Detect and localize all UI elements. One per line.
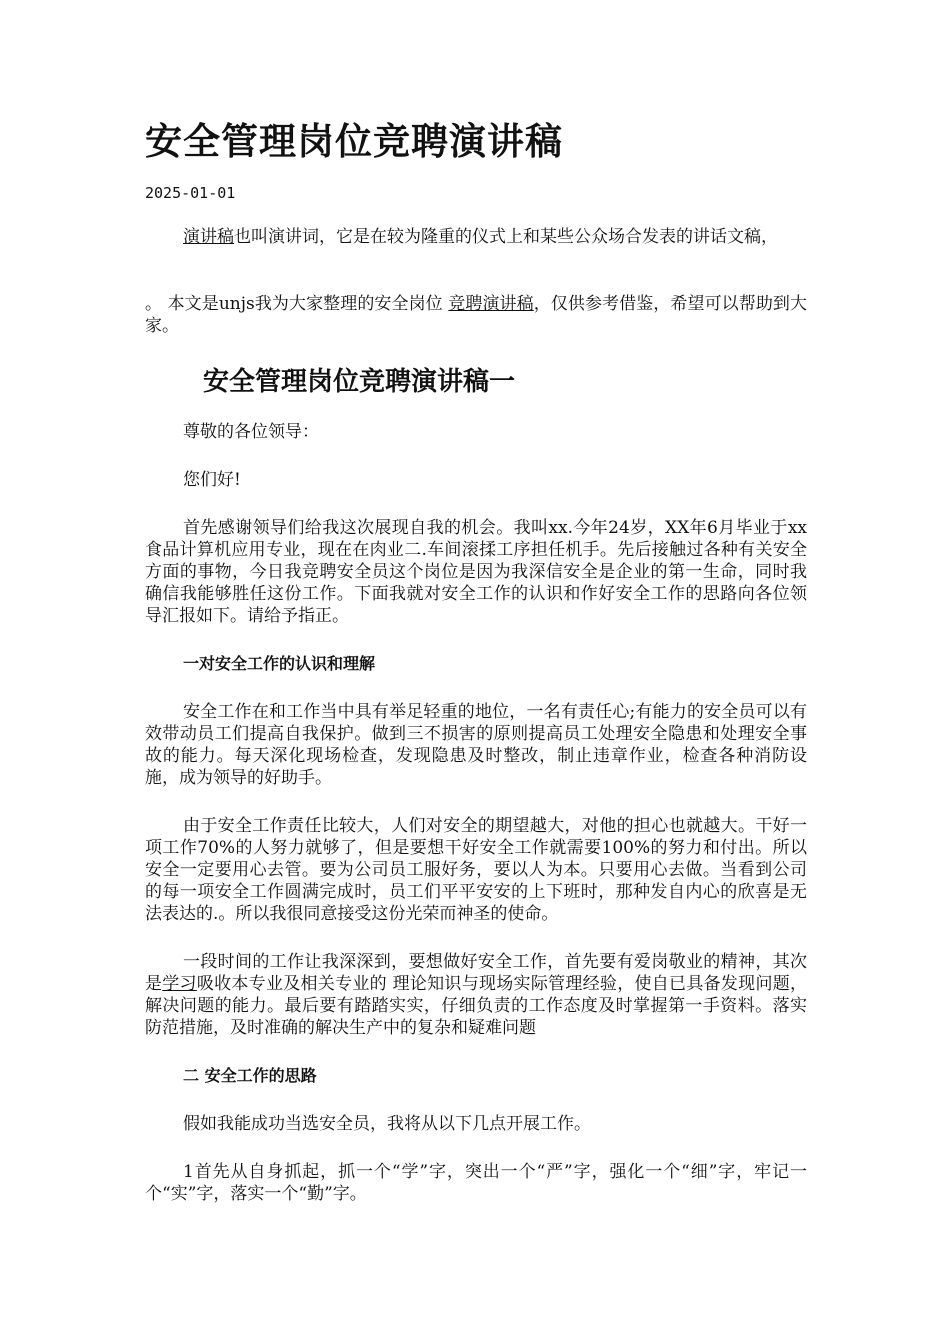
document-title: 安全管理岗位竞聘演讲稿 [145,119,563,163]
speech-draft-link[interactable]: 演讲稿 [183,227,234,247]
study-link[interactable]: 学习 [162,974,197,994]
heading-understanding: 一对安全工作的认识和理解 [183,654,376,673]
intro-text-1: 也叫演讲词，它是在较为隆重的仪式上和某些公众场合发表的讲话文稿， [234,227,778,247]
paragraph-4 [145,951,807,1039]
intro-text-2a: 。 本文是unjs我为大家整理的安全岗位 [145,294,449,314]
publish-date: 2025-01-01 [145,184,236,202]
document-page [145,118,807,1205]
heading-approach: 二 安全工作的思路 [183,1066,317,1085]
competition-speech-link[interactable]: 竞聘演讲稿 [448,294,534,314]
intro-paragraph-1 [145,226,807,248]
salutation: 尊敬的各位领导： [183,422,319,442]
paragraph-5: 假如我能成功当选安全员，我将从以下几点开展工作。 [183,1114,591,1134]
intro-text-2b: ，仅供参考借鉴，希望可以帮助到大家。 [145,294,808,336]
paragraph-4-text-b: 吸收本专业及相关专业的 理论知识与现场实际管理经验，使自已具备发现问题，解决问题的能力。最后要有踏踏实实，仔细负责的工作态度及时掌握第一手资料。落实防范措施，及时准确的解决生产中的复杂和疑难问题 [145,974,808,1038]
paragraph-4-text-a: 一段时间的工作让我深深到，要想做好安全工作，首先要有爱岗敬业的精神，其次是 [145,952,807,994]
greeting: 您们好! [183,470,241,490]
section-title: 安全管理岗位竞聘演讲稿一 [203,367,516,397]
intro-paragraph-2 [145,293,807,337]
paragraph-3: 由于安全工作责任比较大，人们对安全的期望越大，对他的担心也就越大。干好一项工作70%的人努力就够了，但是要想干好安全工作就需要100%的努力和付出。所以安全一定要用心去管。要为公司员工服好务，要以人为本。只要用心去做。当看到公司的每一项安全工作圆满完成时，员工们平平安安的上下班时，那种发自内心的欣喜是无法表达的.。所以我很同意接受这份光荣而神圣的使命。 [145,816,807,924]
paragraph-1: 首先感谢领导们给我这次展现自我的机会。我叫xx.今年24岁，XX年6月毕业于xx食品计算机应用专业，现在在肉业二.车间滚揉工序担任机手。先后接触过各种有关安全方面的事物，今日我竞聘安全员这个岗位是因为我深信安全是企业的第一生命，同时我确信我能够胜任这份工作。下面我就对安全工作的认识和作好安全工作的思路向各位领导汇报如下。请给予指正。 [145,518,807,626]
paragraph-6: 1首先从自身抓起，抓一个“学”字，突出一个“严”字，强化一个“细”字，牢记一个“实”字，落实一个“勤”字。 [145,1162,807,1204]
paragraph-2: 安全工作在和工作当中具有举足轻重的地位，一名有责任心;有能力的安全员可以有效带动员工们提高自我保护。做到三不损害的原则提高员工处理安全隐患和处理安全事故的能力。每天深化现场检查，发现隐患及时整改，制止违章作业，检查各种消防设施，成为领导的好助手。 [145,702,807,788]
